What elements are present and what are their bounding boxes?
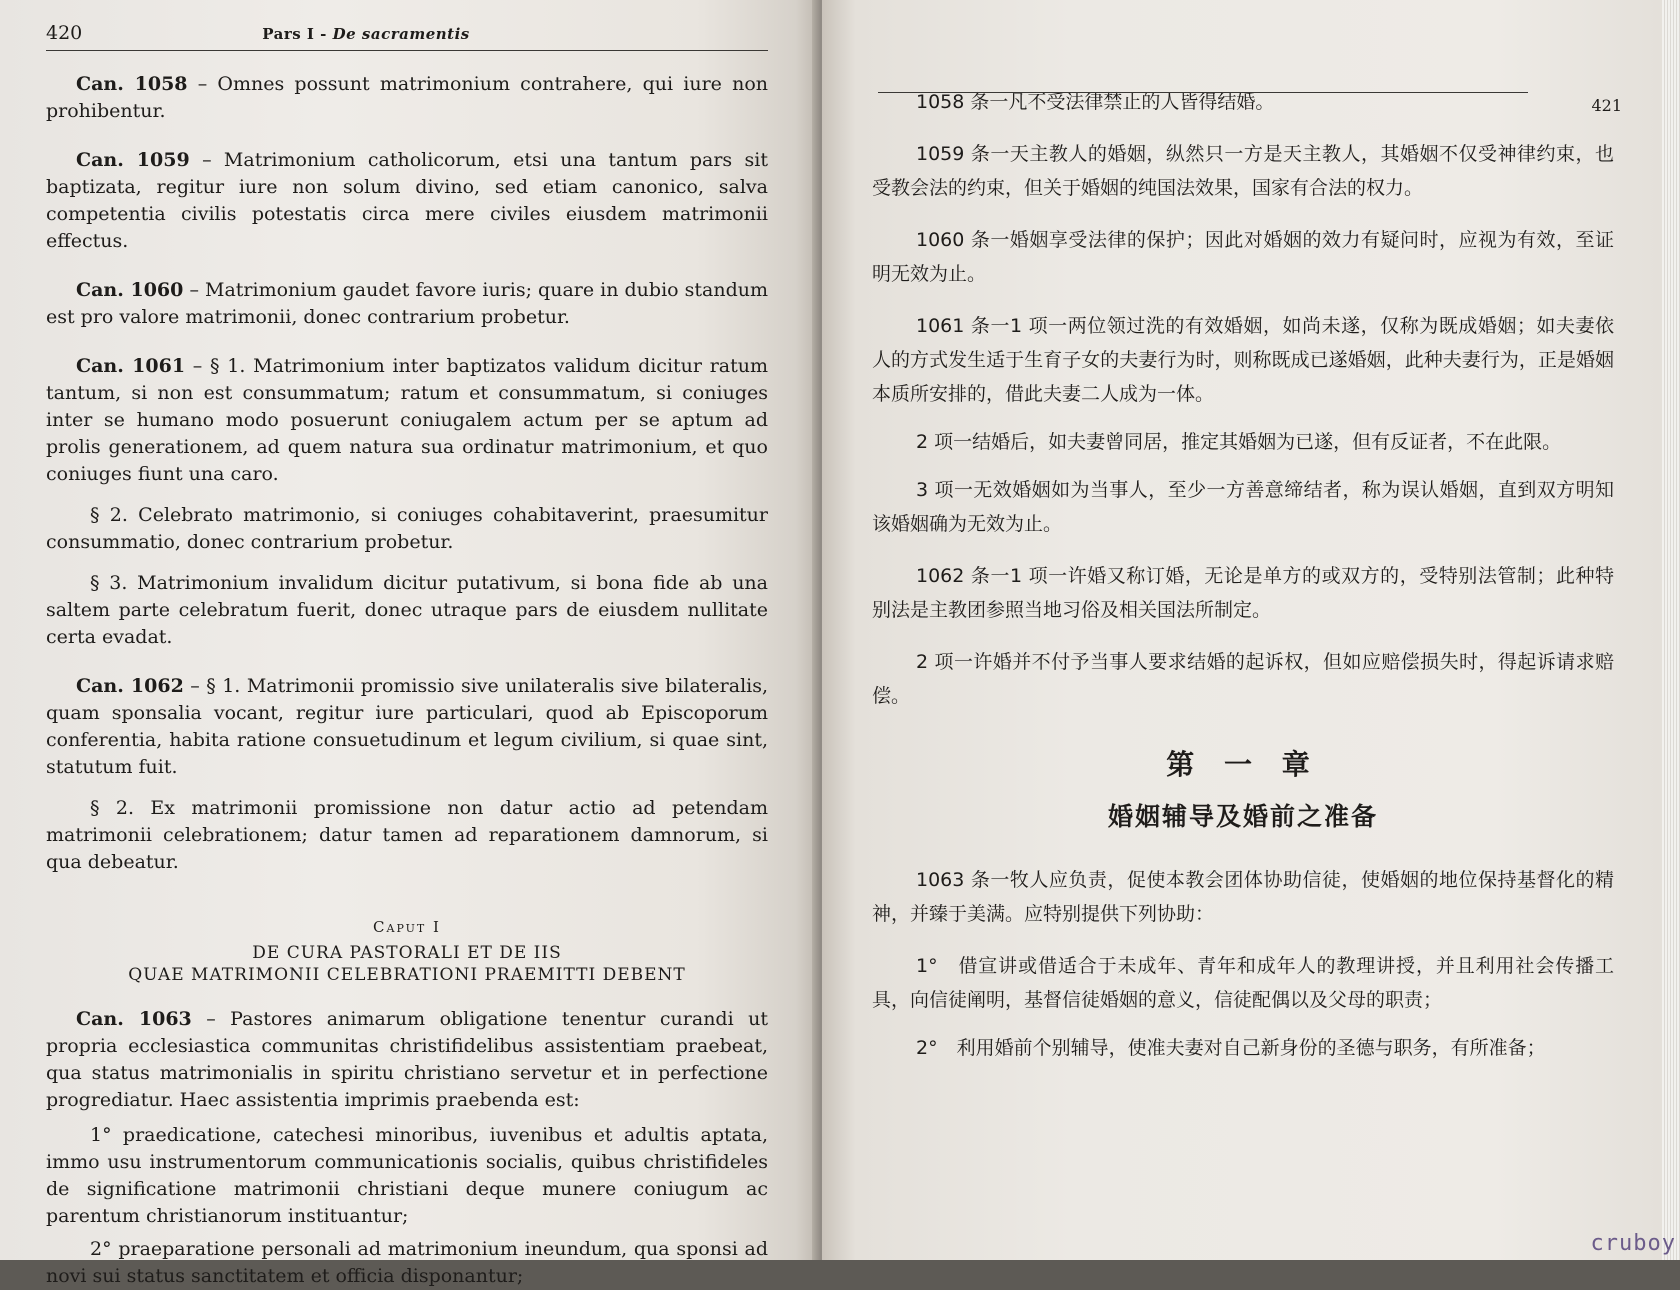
zh-canon-1063-item-2: 2° 利用婚前个别辅导，使准夫妻对自己新身份的圣德与职务，有所准备；	[916, 1037, 1546, 1059]
page-edges	[1662, 0, 1680, 1260]
canon-1063-item-1: 1° praedicatione, catechesi minoribus, iuvenibus et adultis aptata, immo usu instrumentorum communicationis socialis, quibus christifideles de significatione matrimonii christiani deque munere coniugum ac parentum christianorum instituantur;	[46, 1124, 768, 1227]
canon-1058	[46, 71, 768, 125]
chapter-title: 第 一 章	[1166, 748, 1320, 781]
zh-canon-1063: 1063 条一牧人应负责，促使本教会团体协助信徒，使婚姻的地位保持基督化的精神，并臻于美满。应特别提供下列协助：	[872, 869, 1614, 925]
canon-number: Can. 1061	[76, 355, 186, 377]
right-header-rule	[878, 92, 1528, 93]
canon-text: – § 1. Matrimonium inter baptizatos validum dicitur ratum tantum, si non est consummatum; ratum et consummatum, si coniuges inter se humano modo posuerunt coniugalem actum per se aptum ad prolis generationem, ad quem natura sua ordinatur matrimonium, et quo coniuges fiunt una caro.	[46, 355, 769, 485]
chapter-heading	[872, 743, 1614, 833]
zh-canon-1062: 1062 条一1 项一许婚又称订婚，无论是单方的或双方的，受特别法管制；此种特别法是主教团参照当地习俗及相关国法所制定。	[872, 565, 1614, 621]
right-page	[822, 0, 1662, 1260]
zh-canon-1063-item-1: 1° 借宣讲或借适合于未成年、青年和成年人的教理讲授，并且利用社会传播工具，向信徒阐明，基督信徒婚姻的意义，信徒配偶以及父母的职责；	[872, 955, 1614, 1011]
canon-1062-par-2: § 2. Ex matrimonii promissione non datur actio ad petendam matrimonii celebrationem; datur tamen ad reparationem damnorum, si qua debeatur.	[46, 797, 768, 873]
canon-number: Can. 1062	[76, 675, 184, 697]
canon-text: – Matrimonium gaudet favore iuris; quare in dubio standum est pro valore matrimonii, donec contrarium probetur.	[46, 279, 769, 328]
canon-1061	[46, 353, 768, 488]
canon-text: – Omnes possunt matrimonium contrahere, qui iure non prohibentur.	[46, 73, 769, 122]
chapter-subtitle: 婚姻辅导及婚前之准备	[1107, 802, 1378, 831]
left-page	[0, 0, 820, 1287]
running-head	[262, 25, 469, 43]
canon-1062	[46, 673, 768, 781]
canon-1061-par-3: § 3. Matrimonium invalidum dicitur putativum, si bona fide ab una saltem parte celebratum fuerit, donec utraque pars de eiusdem nullitate certa evadat.	[46, 572, 768, 648]
canon-1060	[46, 277, 768, 331]
canon-1063	[46, 1006, 768, 1114]
caput-line-2: QUAE MATRIMONII CELEBRATIONI PRAEMITTI DEBENT	[128, 965, 686, 985]
running-head-title: De sacramentis	[332, 25, 470, 43]
zh-canon-1060: 1060 条一婚姻享受法律的保护；因此对婚姻的效力有疑问时，应视为有效，至证明无效为止。	[872, 229, 1614, 285]
canon-number: Can. 1059	[76, 149, 190, 171]
caput-heading	[46, 916, 768, 986]
canon-number: Can. 1058	[76, 73, 188, 95]
caput-line-1: DE CURA PASTORALI ET DE IIS	[252, 943, 562, 963]
zh-canon-1061-par-2: 2 项一结婚后，如夫妻曾同居，推定其婚姻为已遂，但有反证者，不在此限。	[916, 431, 1562, 453]
caput-label: Caput I	[373, 918, 441, 936]
zh-canon-1061: 1061 条一1 项一两位领过洗的有效婚姻，如尚未遂，仅称为既成婚姻；如夫妻依人的方式发生适于生育子女的夫妻行为时，则称既成已遂婚姻，此种夫妻行为，正是婚姻本质所安排的，借此夫妻二人成为一体。	[872, 315, 1614, 405]
zh-canon-1062-par-2: 2 项一许婚并不付予当事人要求结婚的起诉权，但如应赔偿损失时，得起诉请求赔偿。	[872, 651, 1614, 707]
canon-text: – Pastores animarum obligatione tenentur curandi ut propria ecclesiastica communitas christifidelibus assistentiam praebeat, qua status matrimonialis in spiritu christiano servetur et in perfectione progrediatur. Haec assistentia imprimis praebenda est:	[46, 1008, 768, 1111]
left-page-header	[46, 22, 768, 51]
canon-1061-par-2: § 2. Celebrato matrimonio, si coniuges cohabitaverint, praesumitur consummatio, donec contrarium probetur.	[46, 504, 768, 553]
watermark: cruboy	[1590, 1231, 1676, 1256]
right-page-number: 421	[1591, 96, 1622, 115]
canon-1059	[46, 147, 768, 255]
canon-number: Can. 1060	[76, 279, 184, 301]
canon-1063-item-2: 2° praeparatione personali ad matrimonium ineundum, qua sponsi ad novi sui status sanctitatem et officia disponantur;	[46, 1238, 768, 1287]
canon-number: Can. 1063	[76, 1008, 192, 1030]
zh-canon-1061-par-3: 3 项一无效婚姻如为当事人，至少一方善意缔结者，称为误认婚姻，直到双方明知该婚姻确为无效为止。	[872, 479, 1614, 535]
canon-text: – Matrimonium catholicorum, etsi una tantum pars sit baptizata, regitur iure non solum divino, sed etiam canonico, salva competentia civilis potestatis circa mere civiles eiusdem matrimonii effectus.	[46, 149, 768, 252]
zh-canon-1059: 1059 条一天主教人的婚姻，纵然只一方是天主教人，其婚姻不仅受神律约束，也受教会法的约束，但关于婚姻的纯国法效果，国家有合法的权力。	[872, 143, 1614, 199]
left-page-number: 420	[46, 22, 83, 44]
canon-text: – § 1. Matrimonii promissio sive unilateralis sive bilateralis, quam sponsalia vocant, regitur iure particulari, quod ab Episcoporum conferentia, habita ratione consuetudinum et legum civilium, si quae sint, statutum fuit.	[46, 675, 769, 778]
running-head-part: Pars I -	[262, 25, 327, 43]
zh-canon-1058: 1058 条一凡不受法律禁止的人皆得结婚。	[916, 91, 1275, 113]
